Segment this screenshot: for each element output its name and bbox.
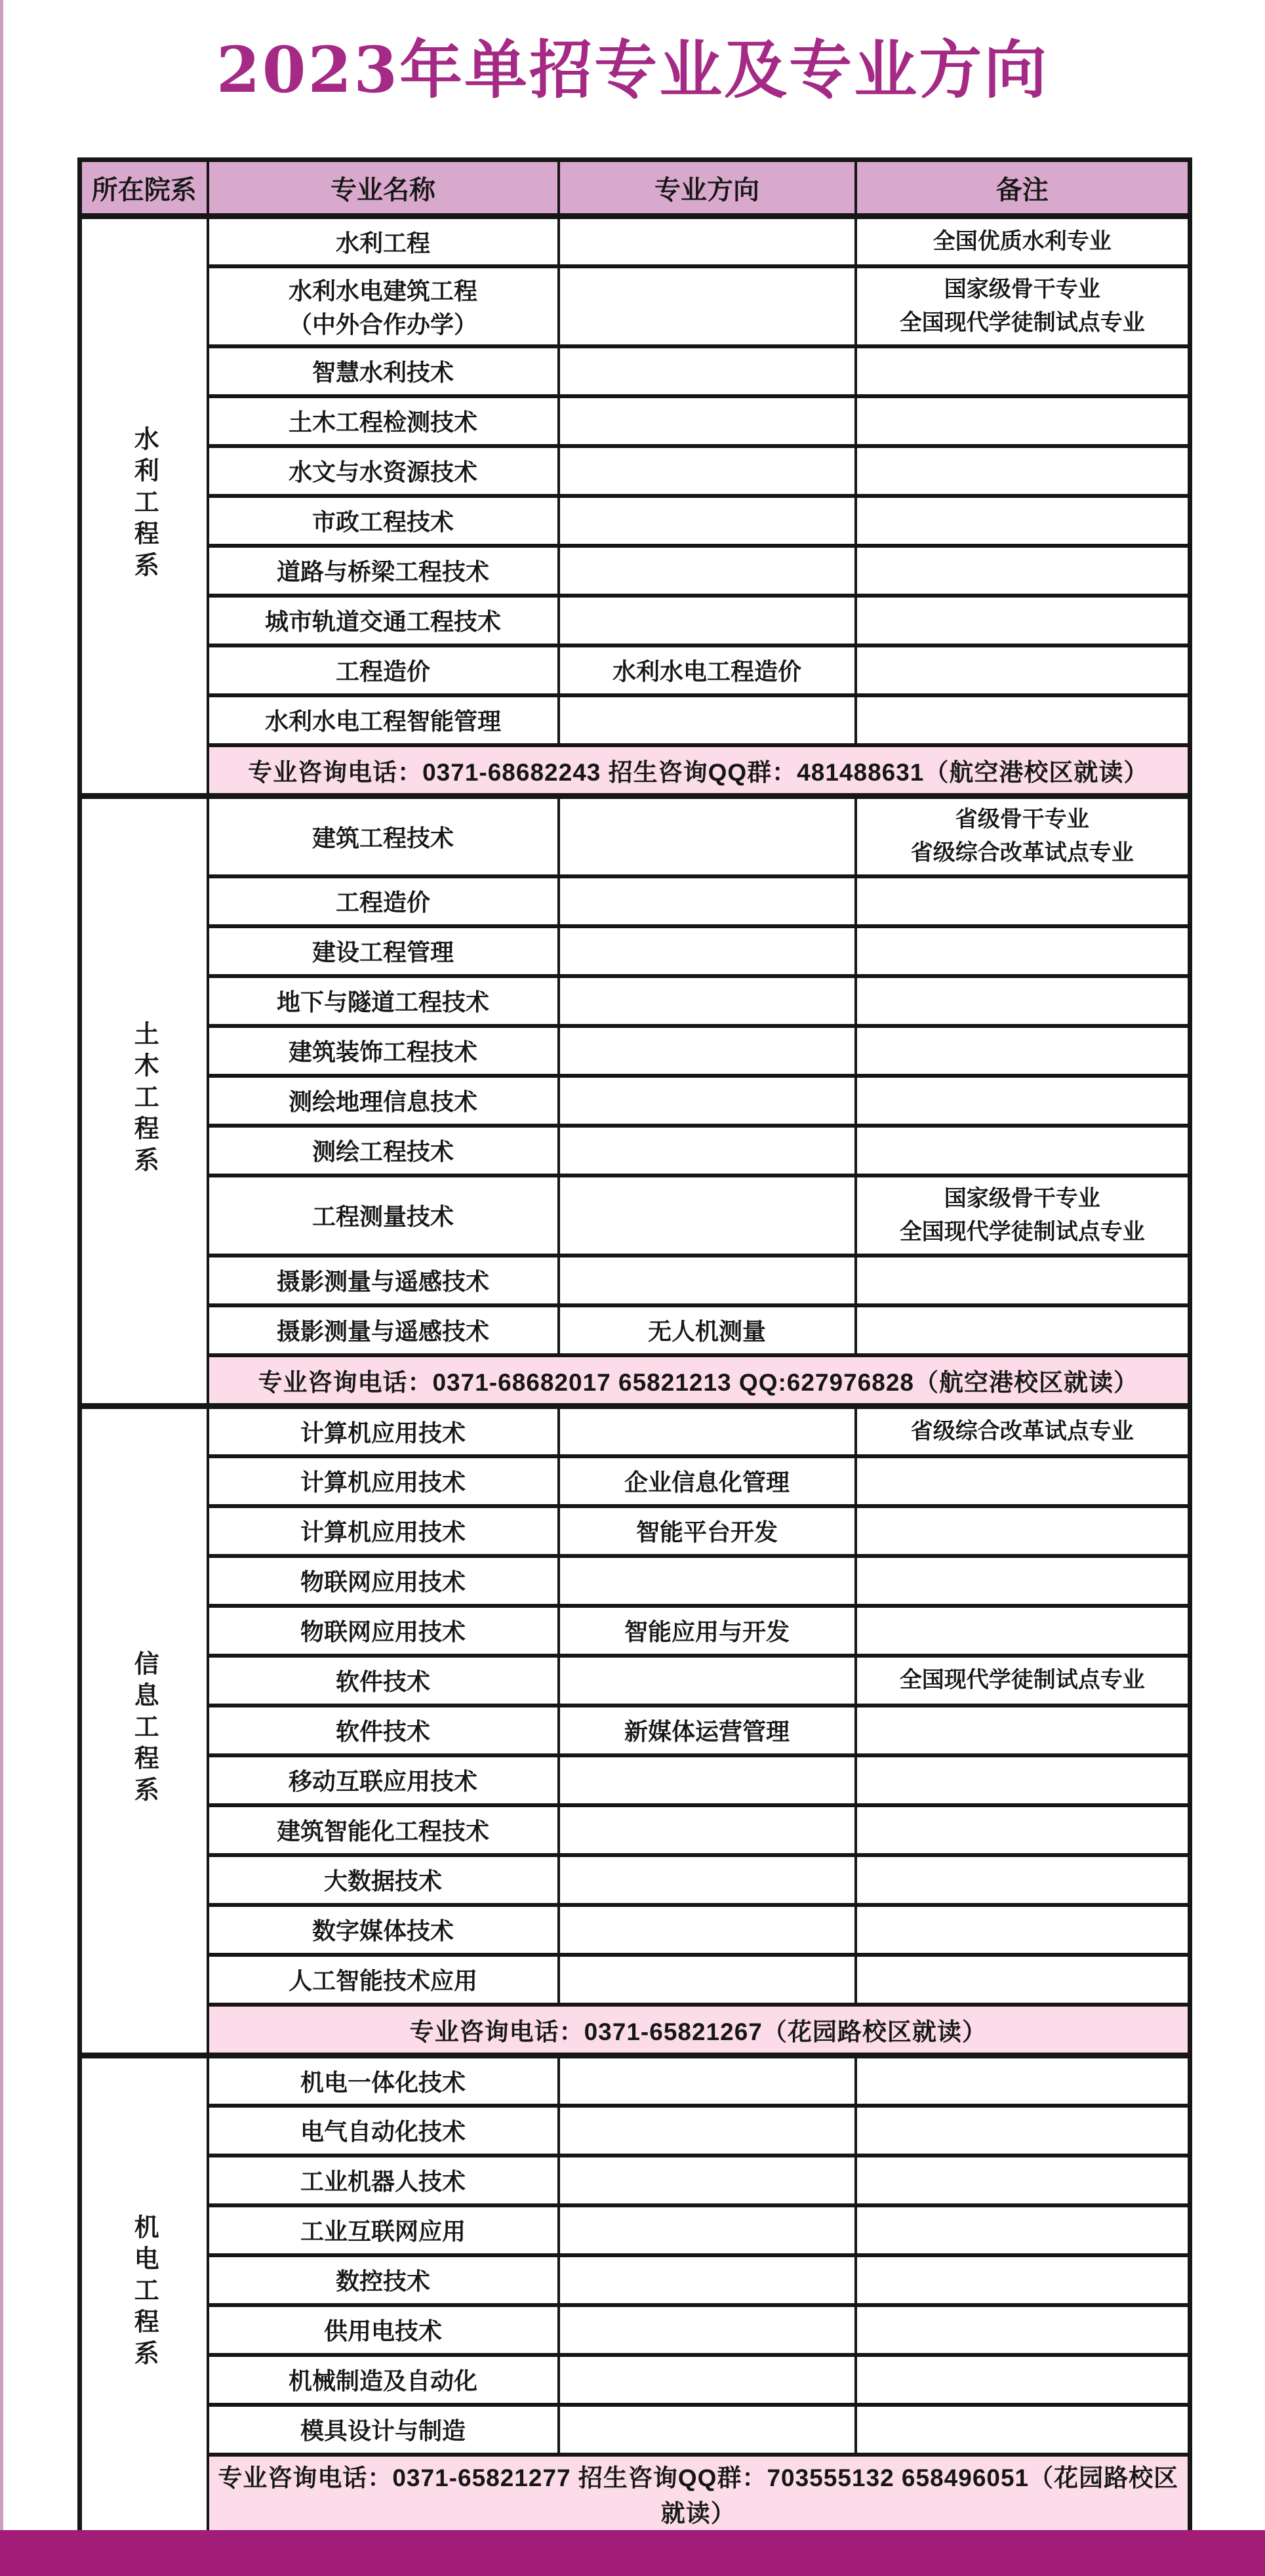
note-cell: 省级骨干专业 省级综合改革试点专业 — [856, 796, 1190, 876]
major-cell: 智慧水利技术 — [208, 346, 559, 396]
table-row — [80, 1176, 1190, 1256]
note-cell — [856, 695, 1190, 745]
note-cell — [856, 1606, 1190, 1656]
note-cell — [856, 1126, 1190, 1176]
page-left-edge — [0, 0, 3, 2576]
table-row — [80, 1256, 1190, 1305]
column-header-department: 所在院系 — [80, 160, 208, 216]
note-cell: 国家级骨干专业 全国现代学徒制试点专业 — [856, 1176, 1190, 1256]
table-row — [80, 216, 1190, 266]
direction-cell: 智能应用与开发 — [559, 1606, 856, 1656]
table-row — [80, 1805, 1190, 1855]
major-cell: 移动互联应用技术 — [208, 1755, 559, 1805]
note-cell — [856, 546, 1190, 596]
note-cell: 国家级骨干专业 全国现代学徒制试点专业 — [856, 266, 1190, 346]
note-cell — [856, 976, 1190, 1026]
table-row — [80, 2255, 1190, 2305]
major-cell: 水利水电建筑工程 （中外合作办学） — [208, 266, 559, 346]
major-cell: 摄影测量与遥感技术 — [208, 1256, 559, 1305]
department-label: 水利工程系 — [130, 426, 158, 583]
table-row — [80, 2305, 1190, 2355]
note-cell — [856, 2405, 1190, 2455]
table-row — [80, 2156, 1190, 2205]
table-row — [80, 1656, 1190, 1706]
direction-cell — [559, 2106, 856, 2156]
major-cell: 计算机应用技术 — [208, 1456, 559, 1506]
note-cell — [856, 2056, 1190, 2106]
major-cell: 摄影测量与遥感技术 — [208, 1305, 559, 1355]
table-row — [80, 266, 1190, 346]
note-cell — [856, 1905, 1190, 1955]
table-header — [80, 160, 1190, 216]
major-cell: 市政工程技术 — [208, 496, 559, 546]
direction-cell — [559, 2305, 856, 2355]
direction-cell — [559, 2205, 856, 2255]
note-cell: 全国优质水利专业 — [856, 216, 1190, 266]
column-header-direction: 专业方向 — [559, 160, 856, 216]
column-header-note: 备注 — [856, 160, 1190, 216]
major-cell: 工程造价 — [208, 645, 559, 695]
direction-cell — [559, 976, 856, 1026]
table-row — [80, 2056, 1190, 2106]
department-label: 机电工程系 — [130, 2213, 158, 2371]
major-cell: 模具设计与制造 — [208, 2405, 559, 2455]
department-label: 信息工程系 — [130, 1650, 158, 1808]
major-cell: 机电一体化技术 — [208, 2056, 559, 2106]
table-row — [80, 1026, 1190, 1076]
direction-cell — [559, 546, 856, 596]
direction-cell — [559, 1855, 856, 1905]
table-row — [80, 1755, 1190, 1805]
note-cell — [856, 2305, 1190, 2355]
direction-cell — [559, 926, 856, 976]
major-cell: 电气自动化技术 — [208, 2106, 559, 2156]
direction-cell — [559, 346, 856, 396]
note-cell — [856, 596, 1190, 645]
major-cell: 人工智能技术应用 — [208, 1955, 559, 2005]
direction-cell: 水利水电工程造价 — [559, 645, 856, 695]
major-cell: 大数据技术 — [208, 1855, 559, 1905]
major-cell: 道路与桥梁工程技术 — [208, 546, 559, 596]
note-cell — [856, 645, 1190, 695]
note-cell — [856, 346, 1190, 396]
direction-cell — [559, 496, 856, 546]
table-row — [80, 446, 1190, 496]
note-cell — [856, 1955, 1190, 2005]
major-cell: 水文与水资源技术 — [208, 446, 559, 496]
note-cell — [856, 1456, 1190, 1506]
major-cell: 机械制造及自动化 — [208, 2355, 559, 2405]
major-cell: 建筑装饰工程技术 — [208, 1026, 559, 1076]
majors-table — [77, 157, 1192, 2535]
direction-cell: 无人机测量 — [559, 1305, 856, 1355]
consult-row — [80, 2005, 1190, 2056]
major-cell: 城市轨道交通工程技术 — [208, 596, 559, 645]
note-cell — [856, 876, 1190, 926]
note-cell — [856, 1076, 1190, 1126]
major-cell: 工程造价 — [208, 876, 559, 926]
note-cell — [856, 2355, 1190, 2405]
direction-cell — [559, 1406, 856, 1456]
note-cell: 全国现代学徒制试点专业 — [856, 1656, 1190, 1706]
direction-cell — [559, 446, 856, 496]
direction-cell — [559, 1905, 856, 1955]
major-cell: 软件技术 — [208, 1656, 559, 1706]
table-row — [80, 1855, 1190, 1905]
table-row — [80, 1506, 1190, 1556]
major-cell: 地下与隧道工程技术 — [208, 976, 559, 1026]
direction-cell — [559, 1076, 856, 1126]
table-row — [80, 976, 1190, 1026]
table-row — [80, 1305, 1190, 1355]
department-cell — [80, 796, 208, 1406]
major-cell: 水利工程 — [208, 216, 559, 266]
major-cell: 供用电技术 — [208, 2305, 559, 2355]
department-cell — [80, 216, 208, 796]
major-cell: 计算机应用技术 — [208, 1406, 559, 1456]
direction-cell — [559, 1256, 856, 1305]
header-row — [80, 160, 1190, 216]
table-row — [80, 1456, 1190, 1506]
table-row — [80, 2355, 1190, 2405]
table-row — [80, 876, 1190, 926]
table-row — [80, 396, 1190, 446]
note-cell — [856, 1256, 1190, 1305]
table-row — [80, 1955, 1190, 2005]
direction-cell — [559, 216, 856, 266]
direction-cell — [559, 1955, 856, 2005]
consult-cell: 专业咨询电话：0371-68682017 65821213 QQ:627976828（航空港校区就读） — [208, 1355, 1190, 1406]
table-row — [80, 2405, 1190, 2455]
table-row — [80, 496, 1190, 546]
major-cell: 测绘工程技术 — [208, 1126, 559, 1176]
note-cell — [856, 1805, 1190, 1855]
direction-cell — [559, 1176, 856, 1256]
department-cell — [80, 1406, 208, 2056]
direction-cell — [559, 1026, 856, 1076]
table-row — [80, 645, 1190, 695]
table-row — [80, 1905, 1190, 1955]
table-row — [80, 1076, 1190, 1126]
column-header-major: 专业名称 — [208, 160, 559, 216]
consult-row — [80, 745, 1190, 796]
department-label: 土木工程系 — [130, 1021, 158, 1178]
major-cell: 建设工程管理 — [208, 926, 559, 976]
note-cell — [856, 1706, 1190, 1755]
major-cell: 工业互联网应用 — [208, 2205, 559, 2255]
note-cell — [856, 446, 1190, 496]
major-cell: 测绘地理信息技术 — [208, 1076, 559, 1126]
direction-cell — [559, 2405, 856, 2455]
note-cell — [856, 1305, 1190, 1355]
major-cell: 建筑工程技术 — [208, 796, 559, 876]
direction-cell — [559, 396, 856, 446]
direction-cell — [559, 1755, 856, 1805]
direction-cell — [559, 2255, 856, 2305]
footer-band — [0, 2530, 1265, 2576]
table-row — [80, 2205, 1190, 2255]
note-cell — [856, 1506, 1190, 1556]
direction-cell — [559, 796, 856, 876]
table-row — [80, 695, 1190, 745]
note-cell — [856, 2205, 1190, 2255]
table-row — [80, 546, 1190, 596]
major-cell: 土木工程检测技术 — [208, 396, 559, 446]
note-cell — [856, 396, 1190, 446]
major-cell: 数控技术 — [208, 2255, 559, 2305]
table-row — [80, 596, 1190, 645]
direction-cell — [559, 2355, 856, 2405]
table-body — [80, 216, 1190, 2533]
consult-row — [80, 1355, 1190, 1406]
major-cell: 物联网应用技术 — [208, 1606, 559, 1656]
note-cell: 省级综合改革试点专业 — [856, 1406, 1190, 1456]
direction-cell — [559, 1556, 856, 1606]
direction-cell — [559, 1656, 856, 1706]
major-cell: 水利水电工程智能管理 — [208, 695, 559, 745]
table-row — [80, 2106, 1190, 2156]
major-cell: 建筑智能化工程技术 — [208, 1805, 559, 1855]
table-row — [80, 1126, 1190, 1176]
direction-cell — [559, 695, 856, 745]
note-cell — [856, 1026, 1190, 1076]
note-cell — [856, 2156, 1190, 2205]
table-row — [80, 1556, 1190, 1606]
major-cell: 工程测量技术 — [208, 1176, 559, 1256]
note-cell — [856, 2106, 1190, 2156]
direction-cell: 企业信息化管理 — [559, 1456, 856, 1506]
direction-cell — [559, 1126, 856, 1176]
note-cell — [856, 496, 1190, 546]
direction-cell: 智能平台开发 — [559, 1506, 856, 1556]
note-cell — [856, 1556, 1190, 1606]
direction-cell: 新媒体运营管理 — [559, 1706, 856, 1755]
direction-cell — [559, 2056, 856, 2106]
table-row — [80, 1406, 1190, 1456]
direction-cell — [559, 266, 856, 346]
direction-cell — [559, 596, 856, 645]
table-row — [80, 1706, 1190, 1755]
note-cell — [856, 1855, 1190, 1905]
consult-cell: 专业咨询电话：0371-65821277 招生咨询QQ群：703555132 658496051（花园路校区就读） — [208, 2455, 1190, 2533]
major-cell: 工业机器人技术 — [208, 2156, 559, 2205]
note-cell — [856, 1755, 1190, 1805]
note-cell — [856, 926, 1190, 976]
major-cell: 计算机应用技术 — [208, 1506, 559, 1556]
direction-cell — [559, 876, 856, 926]
direction-cell — [559, 2156, 856, 2205]
major-cell: 物联网应用技术 — [208, 1556, 559, 1606]
table-row — [80, 346, 1190, 396]
direction-cell — [559, 1805, 856, 1855]
note-cell — [856, 2255, 1190, 2305]
major-cell: 数字媒体技术 — [208, 1905, 559, 1955]
table-row — [80, 926, 1190, 976]
page-title: 2023年单招专业及专业方向 — [216, 33, 1049, 107]
major-cell: 软件技术 — [208, 1706, 559, 1755]
consult-cell: 专业咨询电话：0371-68682243 招生咨询QQ群：481488631（航空港校区就读） — [208, 745, 1190, 796]
consult-cell: 专业咨询电话：0371-65821267（花园路校区就读） — [208, 2005, 1190, 2056]
department-cell — [80, 2056, 208, 2533]
table-row — [80, 796, 1190, 876]
table-row — [80, 1606, 1190, 1656]
consult-row — [80, 2455, 1190, 2533]
